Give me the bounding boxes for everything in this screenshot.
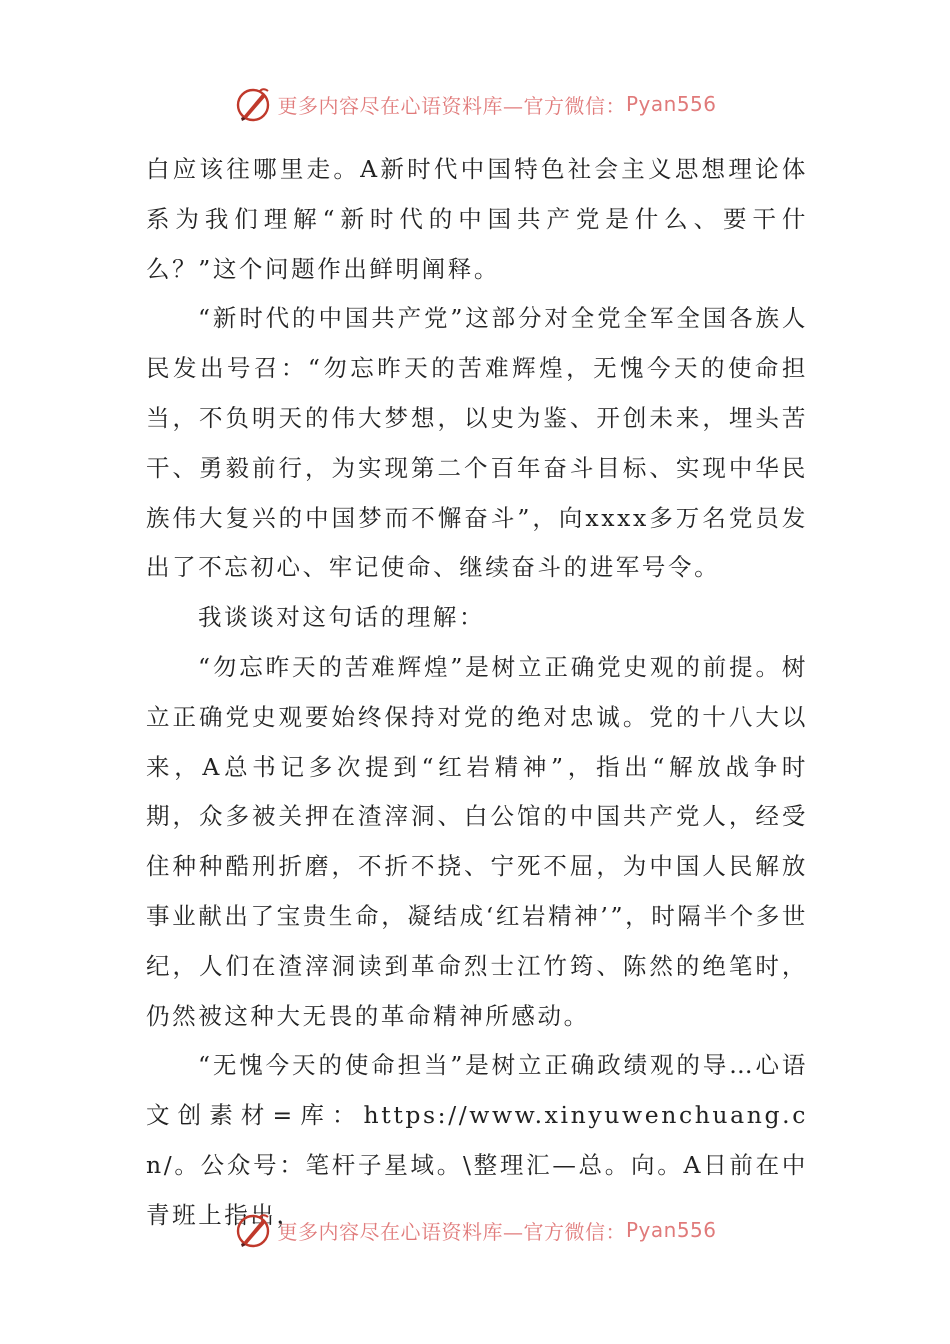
pen-circle-logo-icon xyxy=(233,1210,273,1250)
header-banner-text: 更多内容尽在心语资料库—官方微信： xyxy=(277,93,626,118)
paragraph-5: “无愧今天的使命担当”是树立正确政绩观的导…心语文创素材=库：https://www.xinyuwenchuang.cn/。公众号：笔杆子星域。\整理汇—总。向。A日前在中青班上指出， xyxy=(146,1051,808,1229)
paragraph-2: “新时代的中国共产党”这部分对全党全军全国各族人民发出号召：“勿忘昨天的苦难辉煌，无愧今天的使命担当，不负明天的伟大梦想，以史为鉴、开创未来，埋头苦干、勇毅前行，为实现第二个百年奋斗目标、实现中华民族伟大复兴的中国梦而不懈奋斗”，向xxxx多万名党员发出了不忘初心、牢记使命、继续奋斗的进军号令。 xyxy=(146,304,808,582)
paragraph-3: 我谈谈对这句话的理解： xyxy=(198,603,486,632)
header-banner-wechat: Pyan556 xyxy=(625,92,717,116)
paragraph-1: 白应该往哪里走。A新时代中国特色社会主义思想理论体系为我们理解“新时代的中国共产党是什么、要干什么？”这个问题作出鲜明阐释。 xyxy=(146,155,808,283)
footer-banner-text: 更多内容尽在心语资料库—官方微信： xyxy=(277,1219,626,1244)
document-body xyxy=(146,145,808,1241)
pen-circle-logo-icon xyxy=(233,84,273,124)
footer-banner xyxy=(0,1208,950,1252)
footer-banner-wechat: Pyan556 xyxy=(625,1218,717,1242)
header-banner xyxy=(0,82,950,126)
paragraph-4: “勿忘昨天的苦难辉煌”是树立正确党史观的前提。树立正确党史观要始终保持对党的绝对忠诚。党的十八大以来，A总书记多次提到“红岩精神”，指出“解放战争时期，众多被关押在渣滓洞、白公馆的中国共产党人，经受住种种酷刑折磨，不折不挠、宁死不屈，为中国人民解放事业献出了宝贵生命，凝结成‘红岩精神’”，时隔半个多世纪，人们在渣滓洞读到革命烈士江竹筠、陈然的绝笔时，仍然被这种大无畏的革命精神所感动。 xyxy=(146,652,808,1030)
